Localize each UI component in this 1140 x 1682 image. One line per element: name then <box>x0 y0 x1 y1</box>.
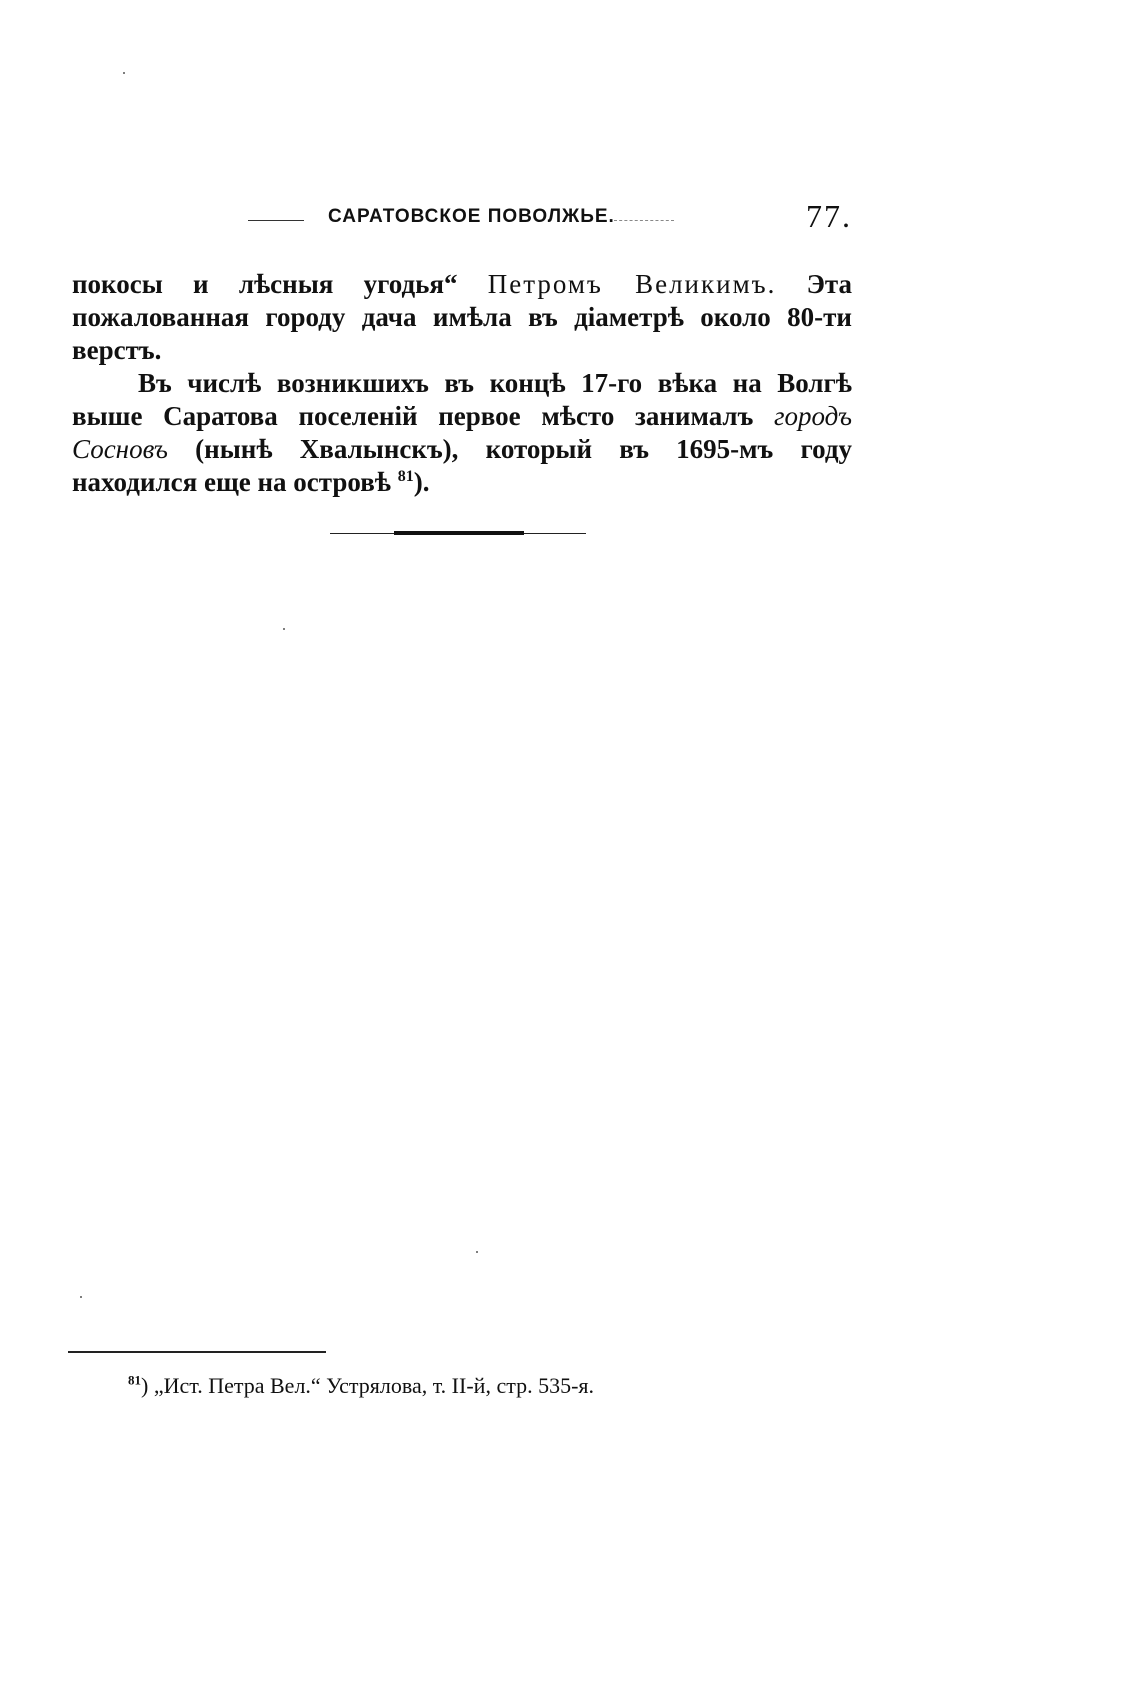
print-speck <box>80 1296 82 1298</box>
footnote-reference[interactable]: 81 <box>397 468 414 485</box>
print-speck <box>123 72 125 74</box>
spaced-name: Петромъ Великимъ. <box>487 269 777 299</box>
text-run: Эта пожалованная городу дача имѣла въ діаметрѣ около 80-ти верстъ. <box>72 269 853 365</box>
footnote-marker: 81 <box>128 1372 141 1388</box>
italic-place-name: городъ Сосновъ <box>72 401 852 464</box>
text-run: Въ числѣ возникшихъ въ концѣ 17-го вѣка на Волгѣ выше Саратова поселеній первое мѣсто занималъ <box>72 368 852 431</box>
paragraph <box>72 367 852 499</box>
head-ornament-dash <box>614 220 674 221</box>
rule-thin-segment <box>524 533 586 534</box>
running-head <box>72 198 852 238</box>
rule-thick-segment <box>394 531 524 535</box>
footnote-separator <box>68 1351 326 1353</box>
section-end-rule <box>330 530 586 536</box>
footnote <box>128 1372 594 1400</box>
running-head-title: САРАТОВСКОЕ ПОВОЛЖЬЕ. <box>328 206 615 227</box>
print-speck <box>283 628 285 630</box>
text-run: покосы и лѣсныя угодья“ <box>72 269 488 299</box>
rule-thin-segment <box>330 533 394 534</box>
paragraph <box>72 268 852 367</box>
text-run: ). <box>413 467 430 497</box>
page-number: 77. <box>806 198 852 234</box>
print-speck <box>476 1251 478 1253</box>
text-run: (нынѣ Хвалынскъ), который въ 1695-мъ году находился еще на островѣ <box>72 434 852 497</box>
body-text <box>72 268 852 499</box>
head-ornament-dash <box>248 220 304 221</box>
footnote-text: ) „Ист. Петра Вел.“ Устрялова, т. II-й, стр. 535-я. <box>141 1373 595 1398</box>
